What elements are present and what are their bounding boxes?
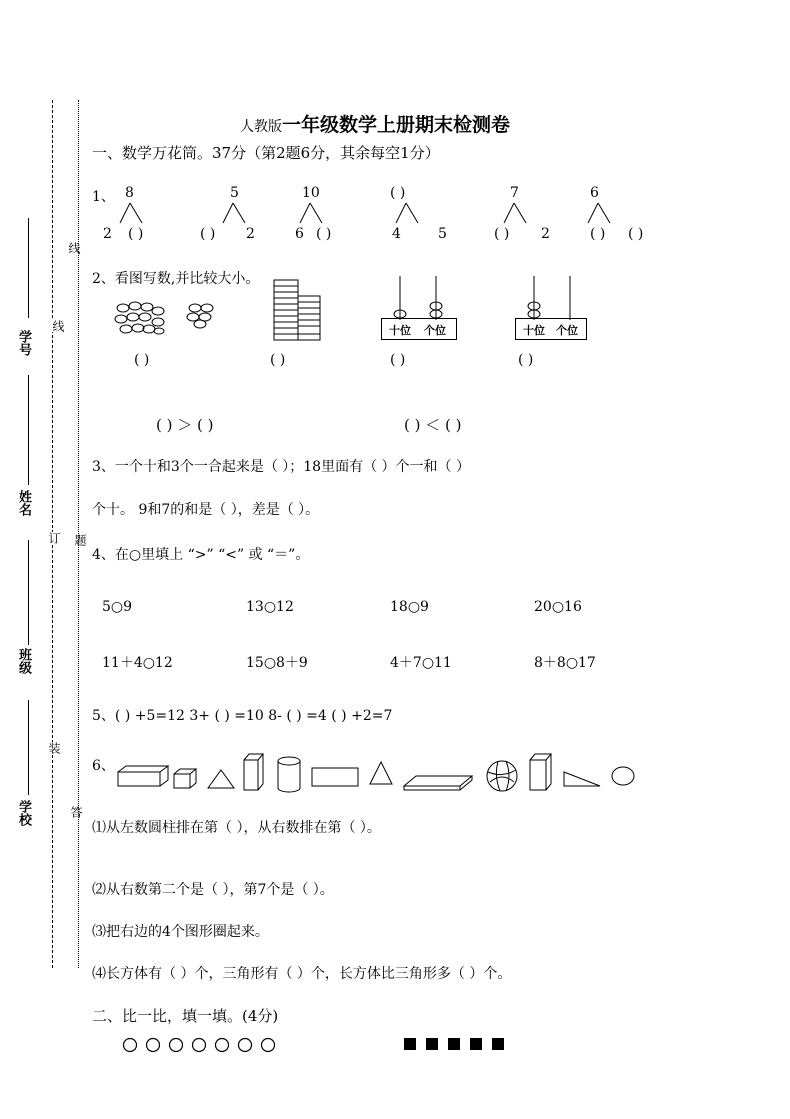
q2-compare-greater[interactable]: ( ) ＞ ( ) <box>156 416 214 434</box>
tree6-right[interactable]: ( ) <box>628 226 644 242</box>
tree4-top[interactable]: ( ) <box>390 185 406 201</box>
abacus-1-ones-label: 个位 <box>424 324 446 337</box>
section1-heading: 一、数学万花筒。37分（第2题6分，其余每空1分） <box>92 144 440 162</box>
title-main: 一年级数学上册期末检测卷 <box>282 114 511 136</box>
circle-cluster-5 <box>186 302 218 328</box>
tree6-left[interactable]: ( ) <box>590 226 606 242</box>
shape-right-triangle <box>564 772 600 786</box>
shape-triangle-2 <box>370 762 392 784</box>
abacus-1 <box>380 274 460 320</box>
tree4-right: 5 <box>438 226 447 242</box>
xuehao-write-line[interactable] <box>28 218 29 318</box>
q2-blank-2[interactable]: ( ) <box>270 352 286 368</box>
shape-long-cuboid <box>118 766 168 786</box>
tree3-left: 6 <box>295 226 304 242</box>
tree3-branch <box>298 203 328 225</box>
q4-r1-item1[interactable]: 5○9 <box>102 599 133 615</box>
q2-blank-1[interactable]: ( ) <box>134 352 150 368</box>
tree3-right[interactable]: ( ) <box>316 226 332 242</box>
margin-zhuang: 装 <box>47 742 61 754</box>
banji-label: 班级 <box>16 648 31 674</box>
tree2-left[interactable]: ( ) <box>200 226 216 242</box>
circle-cluster-12 <box>114 300 166 336</box>
tree1-branch <box>118 203 148 225</box>
tree1-left: 2 <box>103 226 112 242</box>
shape-rectangle <box>312 768 358 786</box>
q6-shape-row <box>116 752 646 796</box>
q3-line1[interactable]: 3、一个十和3个一合起来是（ ）；18里面有（ ）个一和（ ） <box>92 459 470 475</box>
shape-ball <box>487 761 517 791</box>
sticks-bundle <box>272 278 324 342</box>
tree2-top: 5 <box>230 185 239 201</box>
tree6-branch <box>586 203 616 225</box>
shape-tall-cuboid-1 <box>244 754 263 790</box>
tree1-top: 8 <box>125 185 134 201</box>
shape-cube <box>174 769 196 788</box>
section2-circle-row <box>120 1034 280 1056</box>
q4-r2-item2[interactable]: 15○8＋9 <box>246 655 308 671</box>
shape-flat-board <box>404 776 472 790</box>
page-title <box>240 110 510 137</box>
abacus-2 <box>514 274 594 320</box>
tree1-right[interactable]: ( ) <box>128 226 144 242</box>
xuexiao-write-line[interactable] <box>28 700 29 795</box>
q3-line2[interactable]: 个十。 9和7的和是（ ），差是（ ）。 <box>92 502 320 518</box>
margin-xian-2: 线 <box>51 320 65 332</box>
q2-blank-3[interactable]: ( ) <box>390 352 406 368</box>
q1-label: 1、 <box>92 189 115 205</box>
xuehao-label: 学号 <box>16 330 31 356</box>
q4-r2-item1[interactable]: 11＋4○12 <box>102 655 173 671</box>
banji-write-line[interactable] <box>28 540 29 645</box>
abacus-1-base <box>381 318 457 340</box>
margin-ding: 订 <box>47 532 61 544</box>
tree5-left[interactable]: ( ) <box>494 226 510 242</box>
q4-r1-item4[interactable]: 20○16 <box>534 599 582 615</box>
xuexiao-label: 学校 <box>16 800 31 826</box>
q2-compare-less[interactable]: ( ) ＜ ( ) <box>404 416 462 434</box>
abacus-2-base <box>515 318 587 340</box>
q5-equations[interactable]: 5、( ) +5=12 3+ ( ) =10 8- ( ) =4 ( ) +2=7 <box>92 708 393 724</box>
abacus-2-ones-label: 个位 <box>556 324 578 337</box>
tree5-top: 7 <box>510 185 519 201</box>
q4-label: 4、在○里填上 “>” “<” 或 “＝”。 <box>92 547 310 563</box>
q4-r2-item4[interactable]: 8＋8○17 <box>534 655 596 671</box>
q6-label: 6、 <box>92 758 115 774</box>
tree5-branch <box>502 203 532 225</box>
q4-r1-item3[interactable]: 18○9 <box>390 599 429 615</box>
tree6-top: 6 <box>590 185 599 201</box>
abacus-1-tens-label: 十位 <box>389 324 411 337</box>
margin-da: 答 <box>69 806 83 818</box>
tree4-left: 4 <box>392 226 401 242</box>
section2-heading: 二、比一比，填一填。(4分) <box>92 1007 279 1025</box>
q2-blank-4[interactable]: ( ) <box>518 352 534 368</box>
tree5-right: 2 <box>541 226 550 242</box>
abacus-2-tens-label: 十位 <box>523 324 545 337</box>
q6-sub3: ⑶把右边的4个图形圈起来。 <box>92 924 269 940</box>
shape-tall-cuboid-2 <box>530 754 551 790</box>
section2-square-row <box>402 1036 512 1054</box>
shape-cylinder <box>278 757 300 792</box>
margin-ti: 题 <box>73 534 87 546</box>
shape-triangle-1 <box>208 770 234 788</box>
q6-sub1[interactable]: ⑴从左数圆柱排在第（ ），从右数排在第（ ）。 <box>92 820 381 836</box>
tree2-branch <box>221 203 251 225</box>
xingming-write-line[interactable] <box>28 375 29 485</box>
shape-ellipse <box>612 767 634 785</box>
margin-xian-1: 线 <box>67 242 81 254</box>
q2-label: 2、看图写数,并比较大小。 <box>92 271 260 287</box>
title-prefix: 人教版 <box>240 119 282 135</box>
xingming-label: 姓名 <box>16 490 31 516</box>
q4-r2-item3[interactable]: 4＋7○11 <box>390 655 452 671</box>
tree2-right: 2 <box>246 226 255 242</box>
q4-r1-item2[interactable]: 13○12 <box>246 599 294 615</box>
tree3-top: 10 <box>302 185 320 201</box>
q6-sub2[interactable]: ⑵从右数第二个是（ ），第7个是（ ）。 <box>92 882 334 898</box>
tree4-branch <box>394 203 424 225</box>
q6-sub4[interactable]: ⑷长方体有（ ）个，三角形有（ ）个，长方体比三角形多（ ）个。 <box>92 966 512 982</box>
